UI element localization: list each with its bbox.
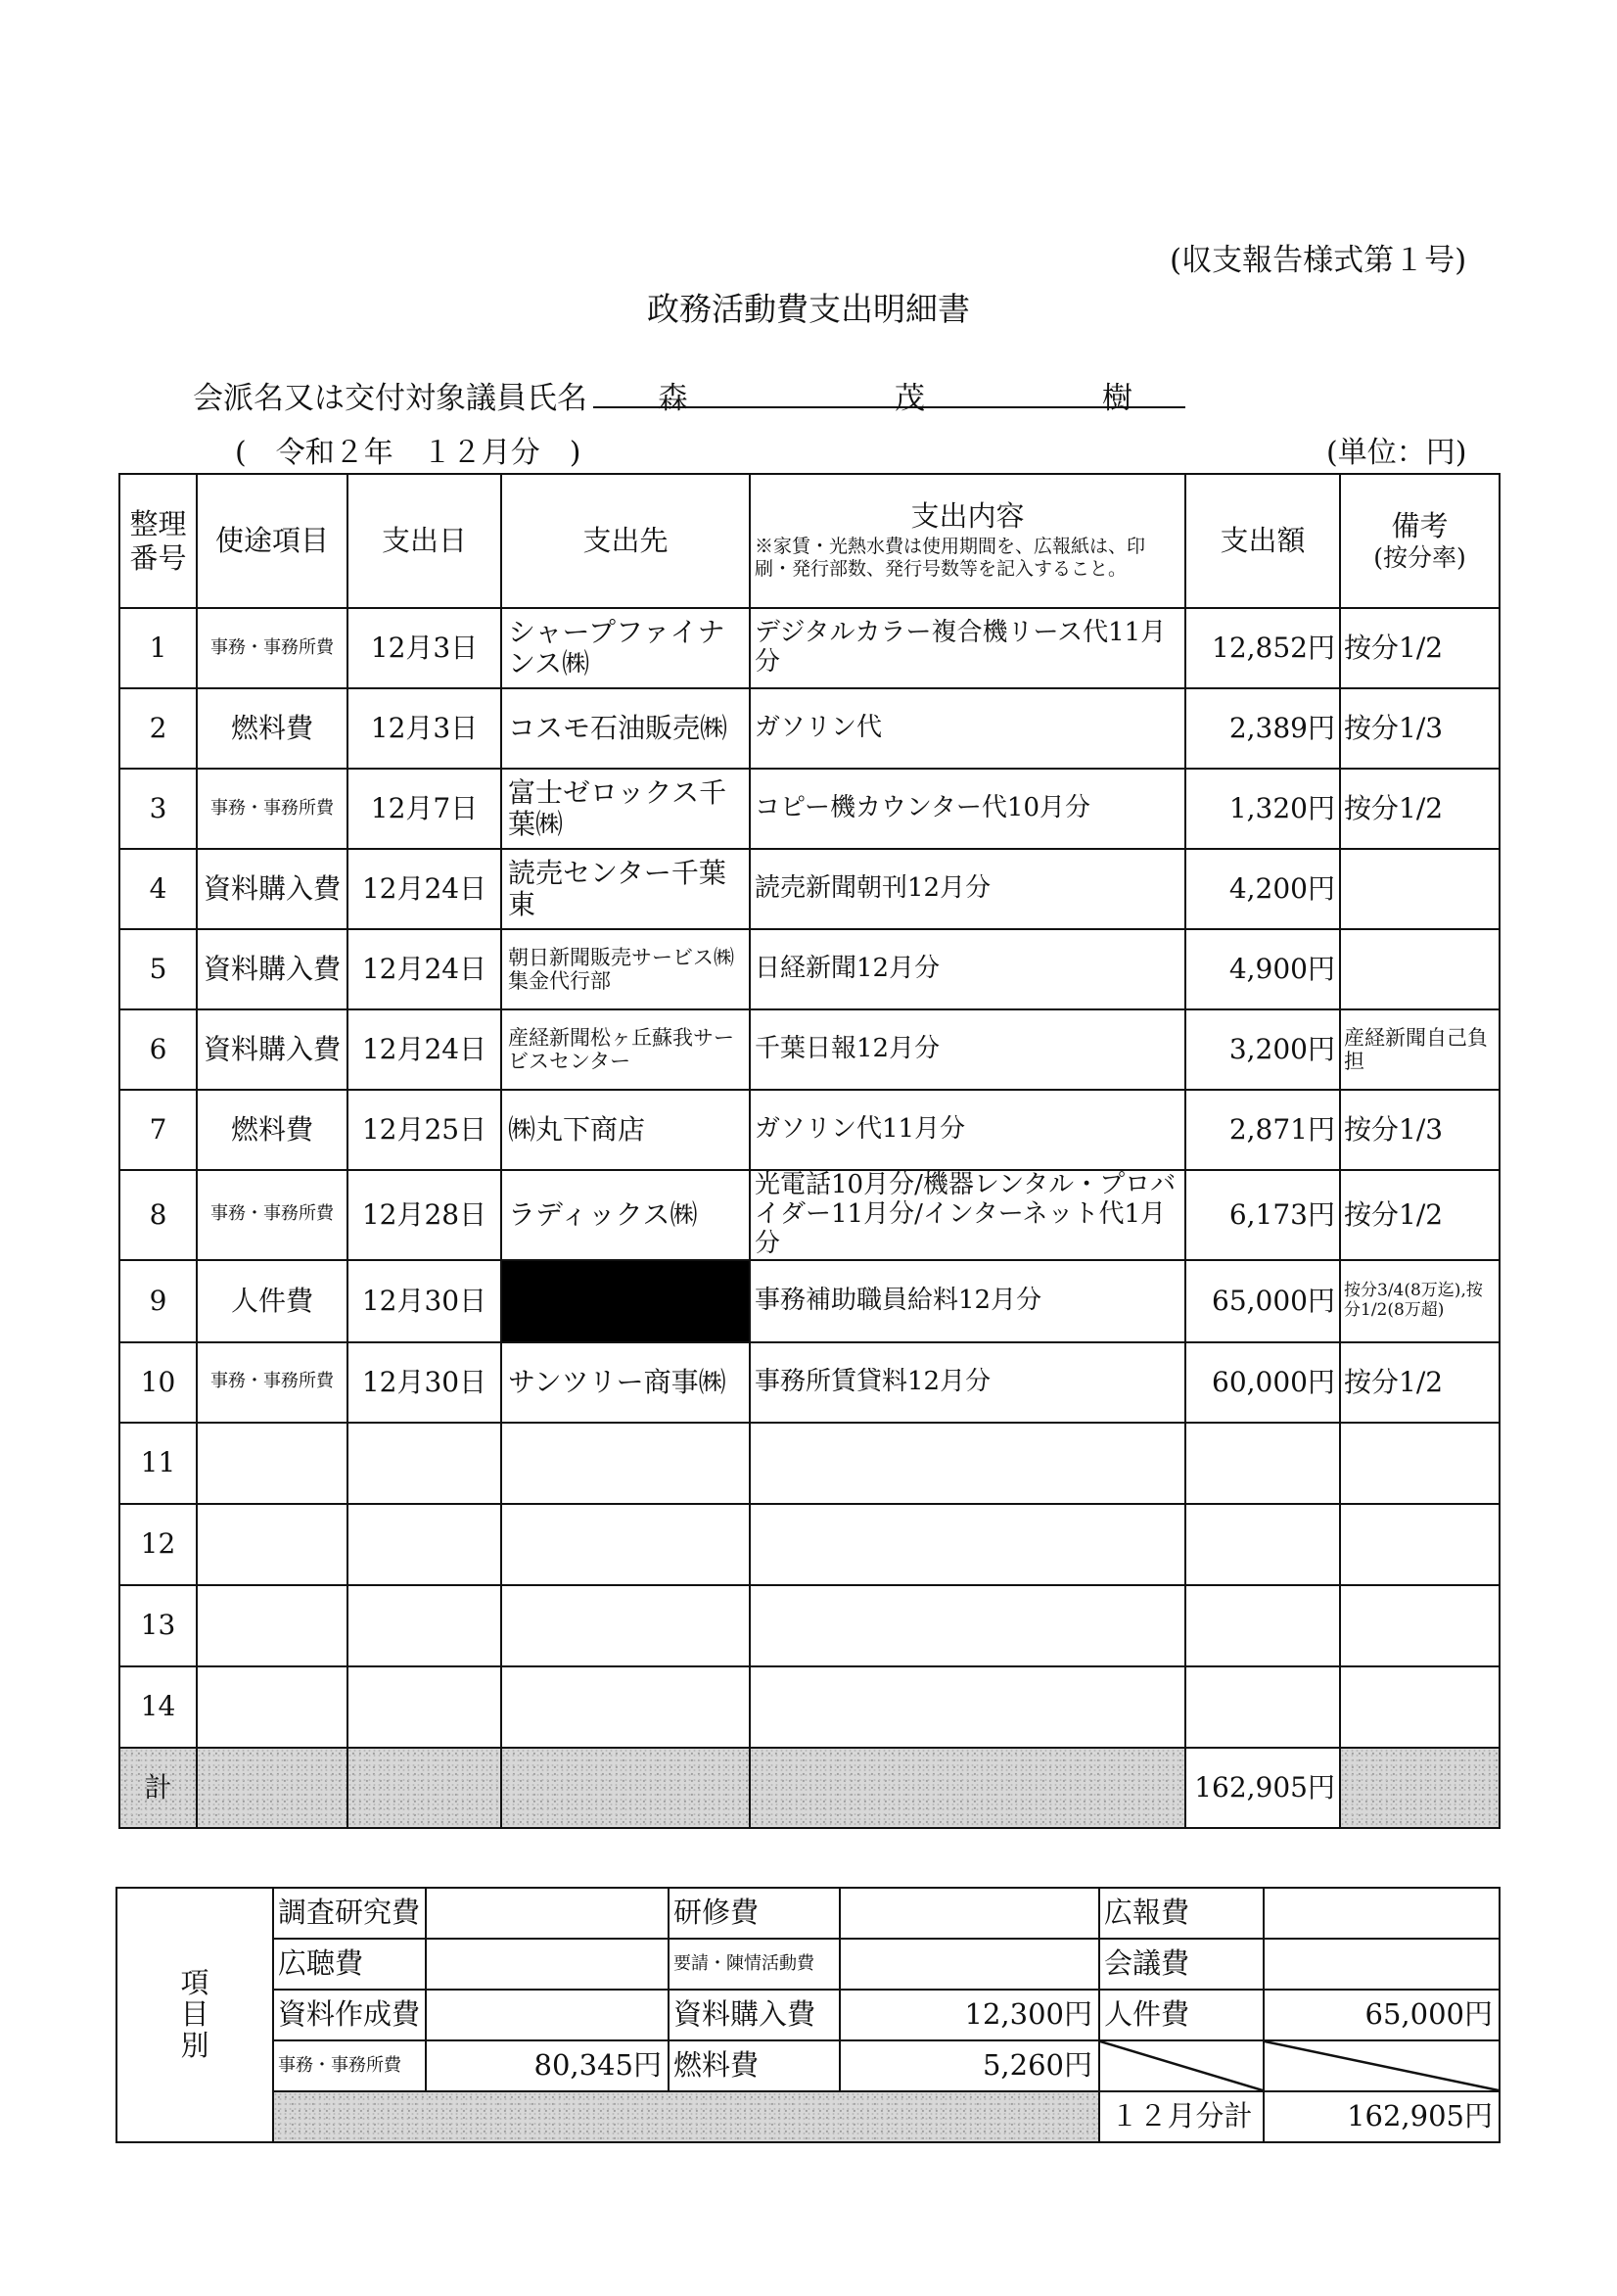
header-payee: 支出先 bbox=[501, 474, 750, 608]
row-number: 2 bbox=[119, 688, 197, 769]
header-date: 支出日 bbox=[347, 474, 501, 608]
row-amount: 12,852円 bbox=[1185, 608, 1340, 688]
table-row bbox=[119, 688, 1500, 769]
row-payee bbox=[501, 1585, 750, 1666]
row-use: 事務・事務所費 bbox=[197, 1342, 347, 1423]
summary-value: 12,300円 bbox=[840, 1990, 1099, 2040]
table-header-row bbox=[119, 474, 1500, 608]
row-number: 13 bbox=[119, 1585, 197, 1666]
table-row bbox=[119, 769, 1500, 849]
row-note: 按分1/2 bbox=[1340, 1342, 1500, 1423]
total-label: 計 bbox=[119, 1748, 197, 1828]
unit-label: (単位：円) bbox=[1326, 436, 1467, 470]
summary-label: 事務・事務所費 bbox=[273, 2040, 426, 2091]
table-row bbox=[119, 1666, 1500, 1748]
row-amount: 60,000円 bbox=[1185, 1342, 1340, 1423]
summary-value: 5,260円 bbox=[840, 2040, 1099, 2091]
row-date: 12月24日 bbox=[347, 849, 501, 929]
row-use: 資料購入費 bbox=[197, 1009, 347, 1090]
header-amount: 支出額 bbox=[1185, 474, 1340, 608]
table-row bbox=[119, 1585, 1500, 1666]
row-amount bbox=[1185, 1423, 1340, 1504]
member-name-part-2: 茂 bbox=[895, 381, 925, 416]
header-content-note: ※家賃・光熱水費は使用期間を、広報紙は、印刷・発行部数、発行号数等を記入すること。 bbox=[755, 536, 1146, 580]
summary-label: 資料作成費 bbox=[273, 1990, 426, 2040]
row-payee: シャープファイナンス㈱ bbox=[501, 608, 750, 688]
summary-crossed-cell bbox=[1099, 2040, 1264, 2091]
table-row bbox=[119, 1423, 1500, 1504]
summary-value bbox=[840, 1888, 1099, 1939]
row-content bbox=[750, 1585, 1185, 1666]
row-payee: 産経新聞松ヶ丘蘇我サービスセンター bbox=[501, 1009, 750, 1090]
row-use: 事務・事務所費 bbox=[197, 769, 347, 849]
row-payee: 富士ゼロックス千葉㈱ bbox=[501, 769, 750, 849]
summary-value: 65,000円 bbox=[1264, 1990, 1500, 2040]
row-use: 人件費 bbox=[197, 1260, 347, 1342]
row-payee bbox=[501, 1504, 750, 1585]
row-date: 12月7日 bbox=[347, 769, 501, 849]
row-number: 1 bbox=[119, 608, 197, 688]
row-use: 燃料費 bbox=[197, 688, 347, 769]
row-date bbox=[347, 1585, 501, 1666]
row-use bbox=[197, 1585, 347, 1666]
row-number: 9 bbox=[119, 1260, 197, 1342]
row-content: 光電話10月分/機器レンタル・プロバイダー11月分/インターネット代1月分 bbox=[750, 1170, 1185, 1260]
row-date: 12月24日 bbox=[347, 1009, 501, 1090]
row-amount: 2,389円 bbox=[1185, 688, 1340, 769]
summary-value bbox=[1264, 1888, 1500, 1939]
row-note: 産経新聞自己負担 bbox=[1340, 1009, 1500, 1090]
row-number: 3 bbox=[119, 769, 197, 849]
summary-label: 広聴費 bbox=[273, 1939, 426, 1990]
row-use: 事務・事務所費 bbox=[197, 1170, 347, 1260]
row-note: 按分3/4(8万迄),按分1/2(8万超) bbox=[1340, 1260, 1500, 1342]
row-number: 11 bbox=[119, 1423, 197, 1504]
row-content: 読売新聞朝刊12月分 bbox=[750, 849, 1185, 929]
expense-table bbox=[118, 473, 1501, 1829]
summary-label: 燃料費 bbox=[669, 2040, 840, 2091]
member-name-field bbox=[593, 373, 1185, 416]
summary-crossed-cell bbox=[1264, 2040, 1500, 2091]
row-note bbox=[1340, 849, 1500, 929]
row-use: 事務・事務所費 bbox=[197, 608, 347, 688]
summary-table bbox=[116, 1887, 1501, 2143]
row-content: ガソリン代 bbox=[750, 688, 1185, 769]
row-content: ガソリン代11月分 bbox=[750, 1090, 1185, 1170]
total-blank bbox=[347, 1748, 501, 1828]
table-row bbox=[119, 1260, 1500, 1342]
summary-label: 調査研究費 bbox=[273, 1888, 426, 1939]
member-name-line bbox=[193, 373, 1185, 417]
form-number: (収支報告様式第１号) bbox=[1170, 243, 1467, 278]
row-amount bbox=[1185, 1585, 1340, 1666]
row-content bbox=[750, 1504, 1185, 1585]
row-number: 5 bbox=[119, 929, 197, 1009]
row-note: 按分1/3 bbox=[1340, 688, 1500, 769]
header-note: 備考 (按分率) bbox=[1340, 474, 1500, 608]
row-note bbox=[1340, 1423, 1500, 1504]
table-row bbox=[119, 929, 1500, 1009]
row-use bbox=[197, 1504, 347, 1585]
row-use: 資料購入費 bbox=[197, 929, 347, 1009]
summary-label: 会議費 bbox=[1099, 1939, 1264, 1990]
row-content: コピー機カウンター代10月分 bbox=[750, 769, 1185, 849]
header-use: 使途項目 bbox=[197, 474, 347, 608]
row-payee: サンツリー商事㈱ bbox=[501, 1342, 750, 1423]
row-note bbox=[1340, 1666, 1500, 1748]
row-date: 12月30日 bbox=[347, 1342, 501, 1423]
document-title: 政務活動費支出明細書 bbox=[647, 290, 970, 328]
row-note: 按分1/2 bbox=[1340, 608, 1500, 688]
reporting-period: ( 令和２年 １２月分 ) bbox=[235, 436, 581, 470]
row-number: 6 bbox=[119, 1009, 197, 1090]
row-content: デジタルカラー複合機リース代11月分 bbox=[750, 608, 1185, 688]
row-payee-redacted bbox=[501, 1260, 750, 1342]
row-number: 8 bbox=[119, 1170, 197, 1260]
total-amount: 162,905円 bbox=[1185, 1748, 1340, 1828]
table-row bbox=[119, 849, 1500, 929]
summary-label: 研修費 bbox=[669, 1888, 840, 1939]
row-amount: 6,173円 bbox=[1185, 1170, 1340, 1260]
summary-value bbox=[840, 1939, 1099, 1990]
row-payee: ラディックス㈱ bbox=[501, 1170, 750, 1260]
row-number: 12 bbox=[119, 1504, 197, 1585]
total-row bbox=[119, 1748, 1500, 1828]
month-total-label: １２月分計 bbox=[1099, 2091, 1264, 2142]
row-content: 千葉日報12月分 bbox=[750, 1009, 1185, 1090]
table-row bbox=[119, 1009, 1500, 1090]
header-no: 整理番号 bbox=[119, 474, 197, 608]
row-number: 4 bbox=[119, 849, 197, 929]
row-date: 12月3日 bbox=[347, 688, 501, 769]
row-date: 12月3日 bbox=[347, 608, 501, 688]
row-payee: 読売センター千葉東 bbox=[501, 849, 750, 929]
header-content: 支出内容 ※家賃・光熱水費は使用期間を、広報紙は、印刷・発行部数、発行号数等を記入すること。 bbox=[750, 474, 1185, 608]
summary-value bbox=[1264, 1939, 1500, 1990]
row-use bbox=[197, 1423, 347, 1504]
row-content: 事務補助職員給料12月分 bbox=[750, 1260, 1185, 1342]
row-note: 按分1/2 bbox=[1340, 1170, 1500, 1260]
header-note-sub: (按分率) bbox=[1373, 542, 1466, 572]
row-date bbox=[347, 1423, 501, 1504]
row-number: 10 bbox=[119, 1342, 197, 1423]
row-payee: コスモ石油販売㈱ bbox=[501, 688, 750, 769]
table-row bbox=[119, 1342, 1500, 1423]
row-number: 7 bbox=[119, 1090, 197, 1170]
row-number: 14 bbox=[119, 1666, 197, 1748]
summary-label: 資料購入費 bbox=[669, 1990, 840, 2040]
month-total-value: 162,905円 bbox=[1264, 2091, 1500, 2142]
row-content: 事務所賃貸料12月分 bbox=[750, 1342, 1185, 1423]
summary-label: 要請・陳情活動費 bbox=[669, 1939, 840, 1990]
row-amount: 2,871円 bbox=[1185, 1090, 1340, 1170]
total-blank bbox=[501, 1748, 750, 1828]
summary-value bbox=[426, 1939, 669, 1990]
member-name-label: 会派名又は交付対象議員氏名 bbox=[193, 381, 587, 416]
summary-label: 人件費 bbox=[1099, 1990, 1264, 2040]
row-amount bbox=[1185, 1666, 1340, 1748]
row-note bbox=[1340, 929, 1500, 1009]
table-row bbox=[119, 1170, 1500, 1260]
summary-label: 広報費 bbox=[1099, 1888, 1264, 1939]
row-date: 12月30日 bbox=[347, 1260, 501, 1342]
total-blank bbox=[750, 1748, 1185, 1828]
row-amount: 65,000円 bbox=[1185, 1260, 1340, 1342]
row-content bbox=[750, 1666, 1185, 1748]
row-note: 按分1/3 bbox=[1340, 1090, 1500, 1170]
row-amount: 4,900円 bbox=[1185, 929, 1340, 1009]
member-name-part-1: 森 bbox=[658, 381, 688, 416]
row-date: 12月24日 bbox=[347, 929, 501, 1009]
member-name-part-3: 樹 bbox=[1102, 381, 1132, 416]
row-note bbox=[1340, 1585, 1500, 1666]
row-payee bbox=[501, 1666, 750, 1748]
row-amount bbox=[1185, 1504, 1340, 1585]
row-use: 資料購入費 bbox=[197, 849, 347, 929]
row-content: 日経新聞12月分 bbox=[750, 929, 1185, 1009]
summary-side-label: 項目別 bbox=[116, 1888, 273, 2142]
row-payee: ㈱丸下商店 bbox=[501, 1090, 750, 1170]
row-content bbox=[750, 1423, 1185, 1504]
row-use bbox=[197, 1666, 347, 1748]
row-note bbox=[1340, 1504, 1500, 1585]
row-date: 12月25日 bbox=[347, 1090, 501, 1170]
summary-value bbox=[426, 1888, 669, 1939]
table-row bbox=[119, 1504, 1500, 1585]
row-date bbox=[347, 1504, 501, 1585]
row-payee: 朝日新聞販売サービス㈱集金代行部 bbox=[501, 929, 750, 1009]
row-amount: 1,320円 bbox=[1185, 769, 1340, 849]
summary-value bbox=[426, 1990, 669, 2040]
row-date bbox=[347, 1666, 501, 1748]
row-date: 12月28日 bbox=[347, 1170, 501, 1260]
total-blank bbox=[197, 1748, 347, 1828]
row-payee bbox=[501, 1423, 750, 1504]
row-use: 燃料費 bbox=[197, 1090, 347, 1170]
total-blank bbox=[1340, 1748, 1500, 1828]
summary-shaded-cell bbox=[273, 2091, 1099, 2142]
row-note: 按分1/2 bbox=[1340, 769, 1500, 849]
table-row bbox=[119, 1090, 1500, 1170]
summary-value: 80,345円 bbox=[426, 2040, 669, 2091]
row-amount: 4,200円 bbox=[1185, 849, 1340, 929]
table-row bbox=[119, 608, 1500, 688]
row-amount: 3,200円 bbox=[1185, 1009, 1340, 1090]
